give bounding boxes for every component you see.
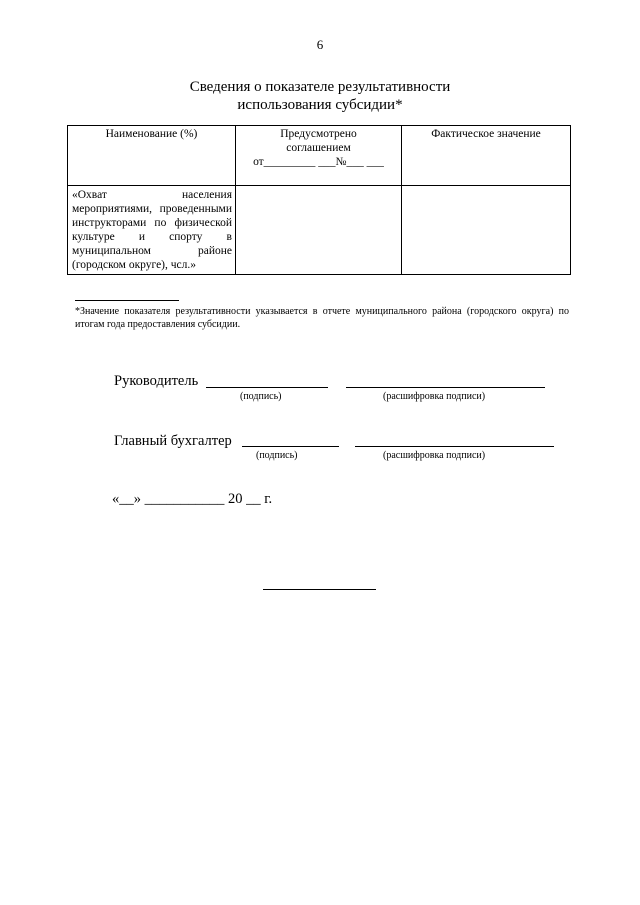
title-line-2: использования субсидии*: [237, 97, 403, 113]
footnote-divider: [75, 300, 179, 301]
footnote: *Значение показателя результативности указывается в отчете муниципального района (городского округа) по итогам года предоставления субсидии.: [75, 306, 569, 330]
accountant-signature-line: [242, 446, 339, 447]
bottom-divider: [263, 589, 376, 590]
head-label: Руководитель: [114, 373, 199, 389]
head-signature-hint: (подпись): [240, 391, 282, 402]
accountant-decode-line: [355, 446, 554, 447]
head-decode-line: [346, 387, 545, 388]
row-name-cell: [68, 186, 236, 275]
header-planned: [236, 126, 402, 186]
title-line-1: Сведения о показателе результативности: [189, 79, 451, 95]
row-planned-cell: [236, 186, 402, 275]
table-header-row: [68, 126, 571, 186]
header-planned-line-1: Предусмотрено: [280, 128, 357, 140]
header-actual: Фактическое значение: [402, 126, 571, 186]
header-planned-line-2: соглашением: [286, 142, 351, 154]
accountant-signature-hint: (подпись): [256, 450, 298, 461]
header-name: Наименование (%): [68, 126, 236, 186]
head-decode-hint: (расшифровка подписи): [383, 391, 486, 402]
accountant-decode-hint: (расшифровка подписи): [383, 450, 486, 461]
page-number: 6: [316, 37, 324, 52]
indicator-table: [67, 125, 571, 275]
document-title: [0, 78, 640, 114]
date-line: «__» ___________ 20 __ г.: [112, 491, 273, 507]
accountant-label: Главный бухгалтер: [114, 433, 232, 449]
header-planned-line-3: от_________ ___№___ ___: [253, 156, 384, 168]
head-signature-line: [206, 387, 328, 388]
table-row: [68, 186, 571, 275]
row-name: «Охват населения мероприятиями, проведенными инструкторами по физической культуре и спорту в муниципальном районе (городском округе), чсл.»: [72, 189, 232, 271]
row-actual-cell: [402, 186, 571, 275]
